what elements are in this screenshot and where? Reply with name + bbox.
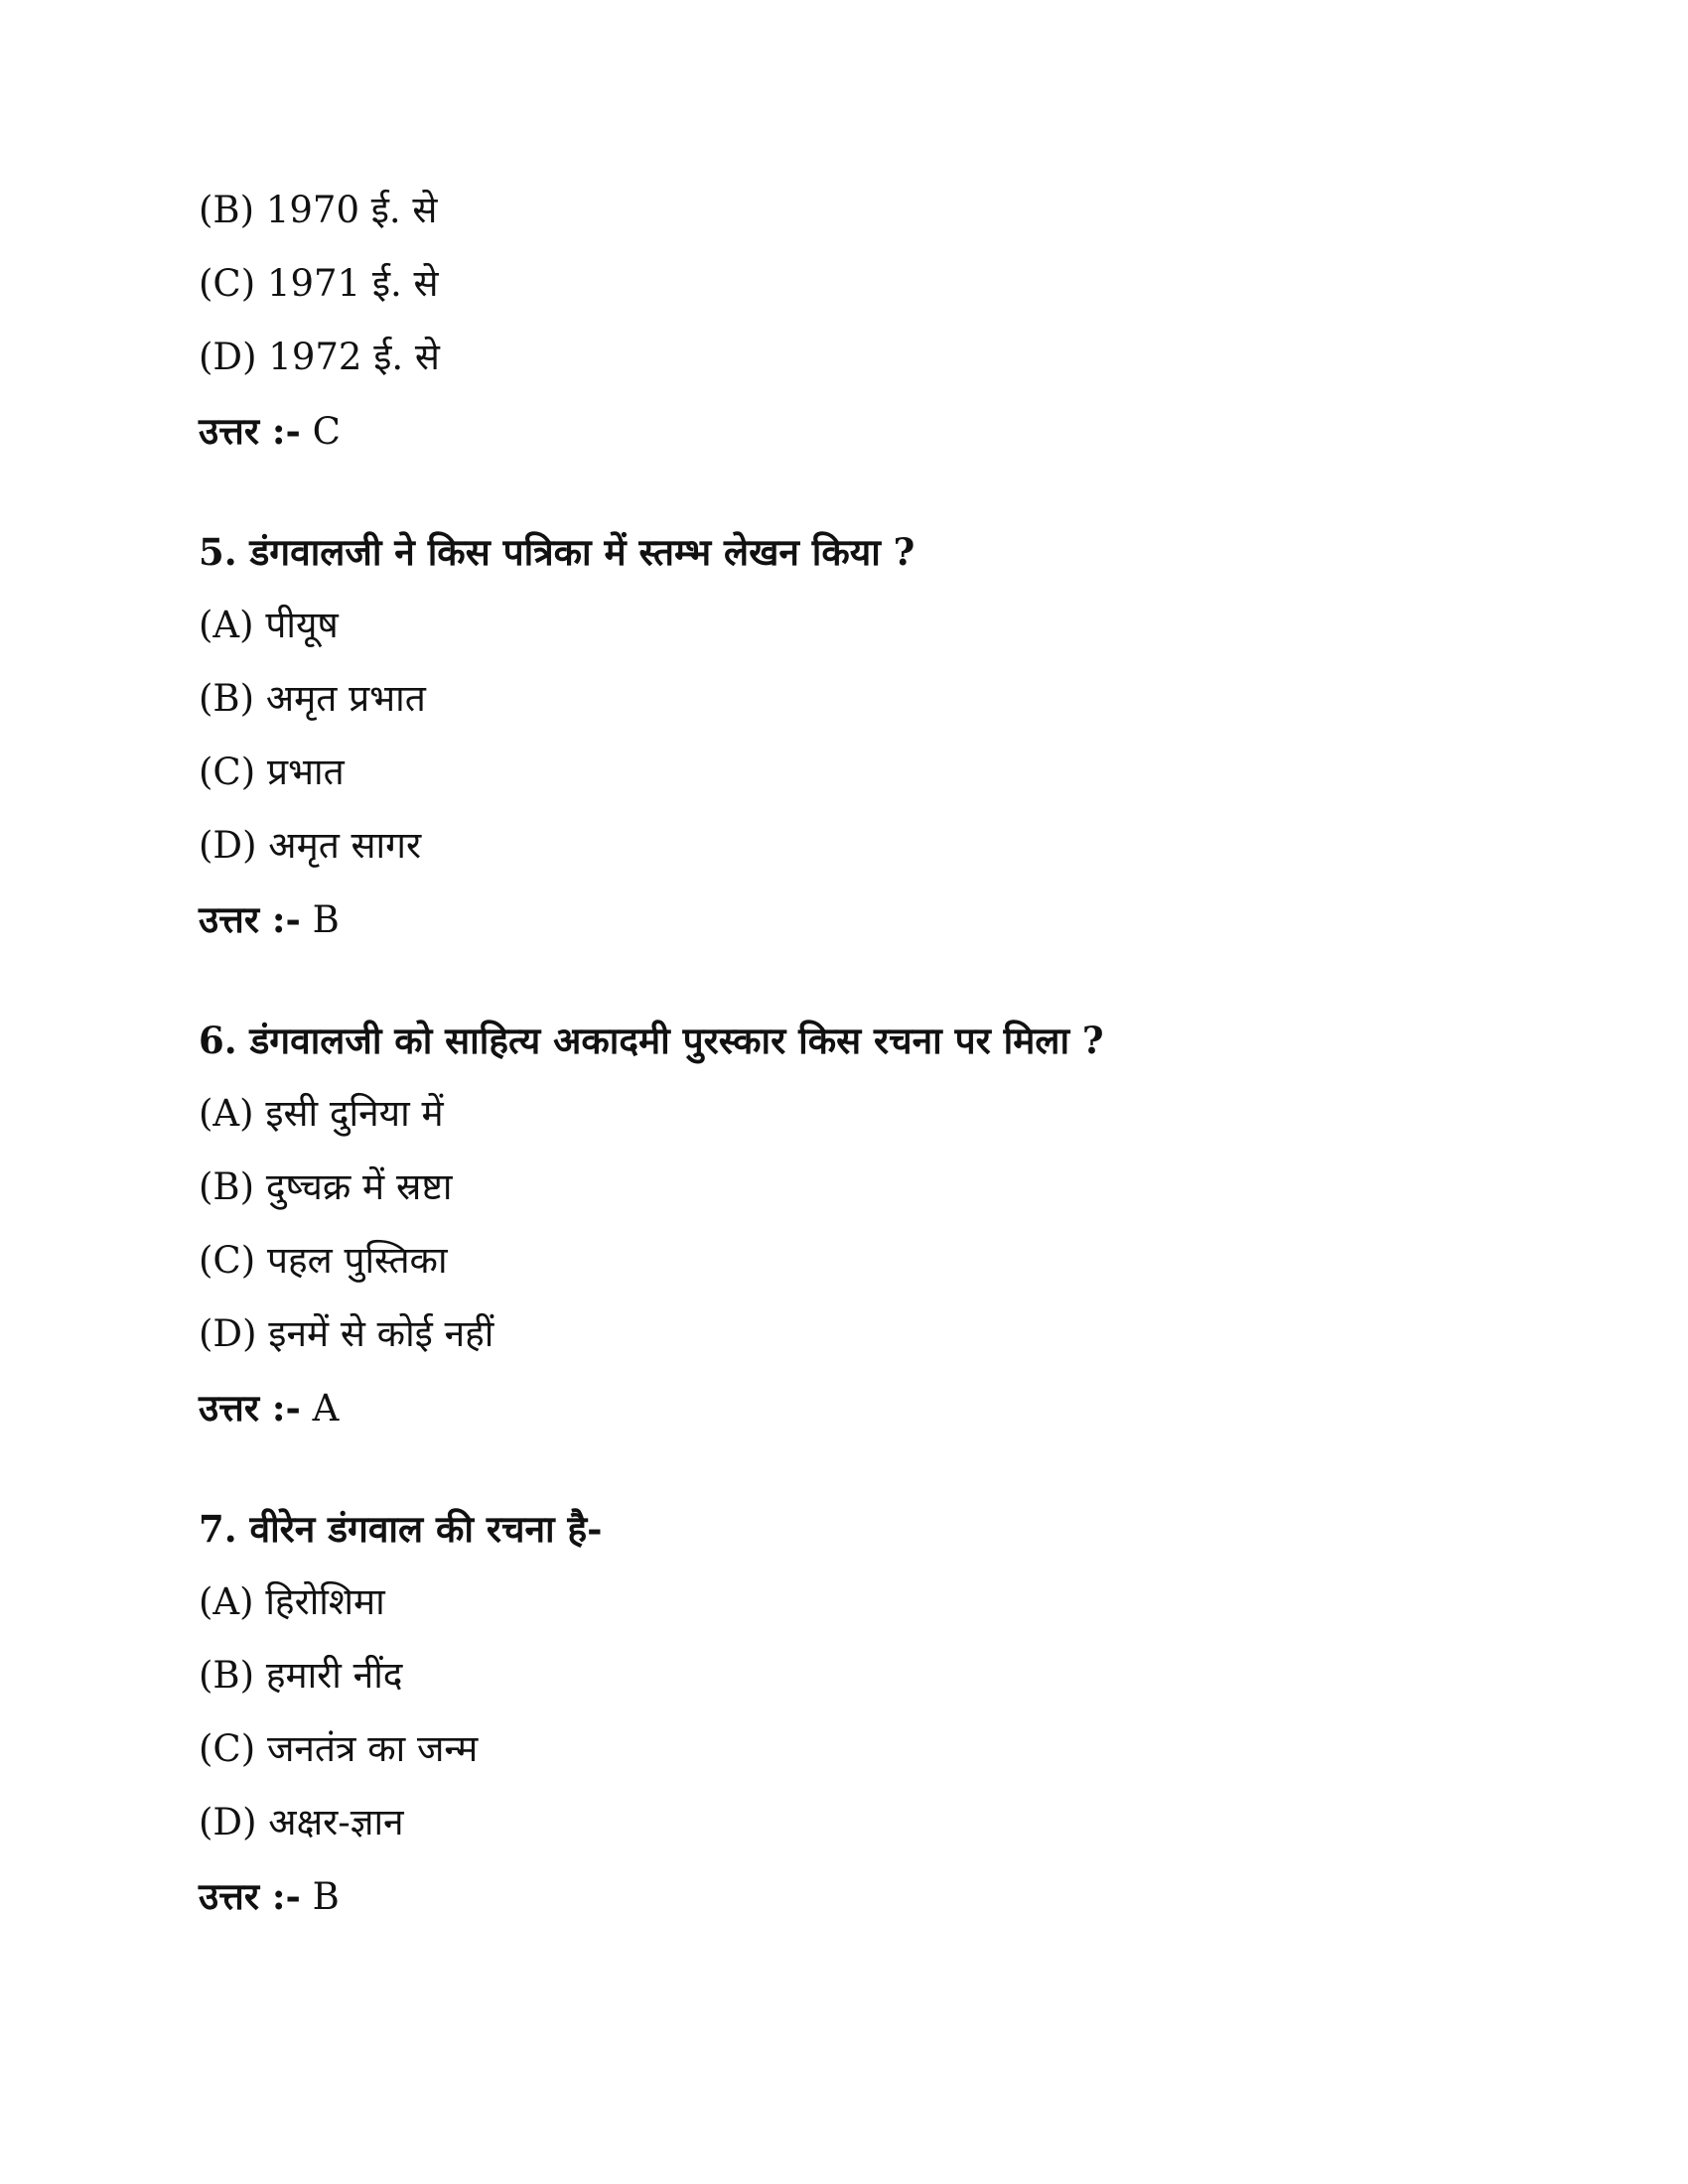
- answer-line: [199, 883, 1489, 956]
- option-b: (B) 1970 ई. से: [199, 189, 438, 231]
- option-c: (C) 1971 ई. से: [199, 262, 439, 305]
- option-b: (B) अमृत प्रभात: [199, 677, 426, 720]
- option-d: (D) इनमें से कोई नहीं: [199, 1312, 494, 1355]
- question-6: [199, 1004, 1489, 1444]
- answer-line: [199, 1371, 1489, 1444]
- question-text: 7. वीरेन डंगवाल की रचना है-: [199, 1507, 603, 1551]
- option-b: (B) दुष्चक्र में स्रष्टा: [199, 1165, 453, 1208]
- option-d: (D) 1972 ई. से: [199, 336, 440, 378]
- option-c: (C) जनतंत्र का जन्म: [199, 1727, 479, 1770]
- answer-value: C: [312, 410, 341, 453]
- option-a: (A) हिरोशिमा: [199, 1580, 385, 1623]
- option-a: (A) पीयूष: [199, 604, 339, 646]
- option-a: (A) इसी दुनिया में: [199, 1092, 444, 1135]
- question-text: 5. डंगवालजी ने किस पत्रिका में स्तम्भ लेखन किया ?: [199, 530, 915, 574]
- answer-label: उत्तर :-: [199, 897, 301, 941]
- question-5: [199, 515, 1489, 956]
- answer-label: उत्तर :-: [199, 1874, 301, 1918]
- question-7: [199, 1492, 1489, 1933]
- option-c: (C) प्रभात: [199, 751, 345, 793]
- question-4-continued: [199, 174, 1489, 468]
- answer-line: [199, 1859, 1489, 1933]
- answer-value: B: [312, 1875, 340, 1918]
- answer-label: उत्तर :-: [199, 1386, 301, 1430]
- answer-label: उत्तर :-: [199, 409, 301, 453]
- answer-value: B: [312, 898, 340, 941]
- option-b: (B) हमारी नींद: [199, 1654, 403, 1697]
- option-d: (D) अमृत सागर: [199, 824, 422, 867]
- quiz-page: [199, 174, 1489, 1933]
- option-d: (D) अक्षर-ज्ञान: [199, 1801, 404, 1843]
- option-c: (C) पहल पुस्तिका: [199, 1239, 448, 1282]
- answer-line: [199, 394, 1489, 468]
- question-text: 6. डंगवालजी को साहित्य अकादमी पुरस्कार किस रचना पर मिला ?: [199, 1019, 1104, 1062]
- answer-value: A: [312, 1387, 340, 1430]
